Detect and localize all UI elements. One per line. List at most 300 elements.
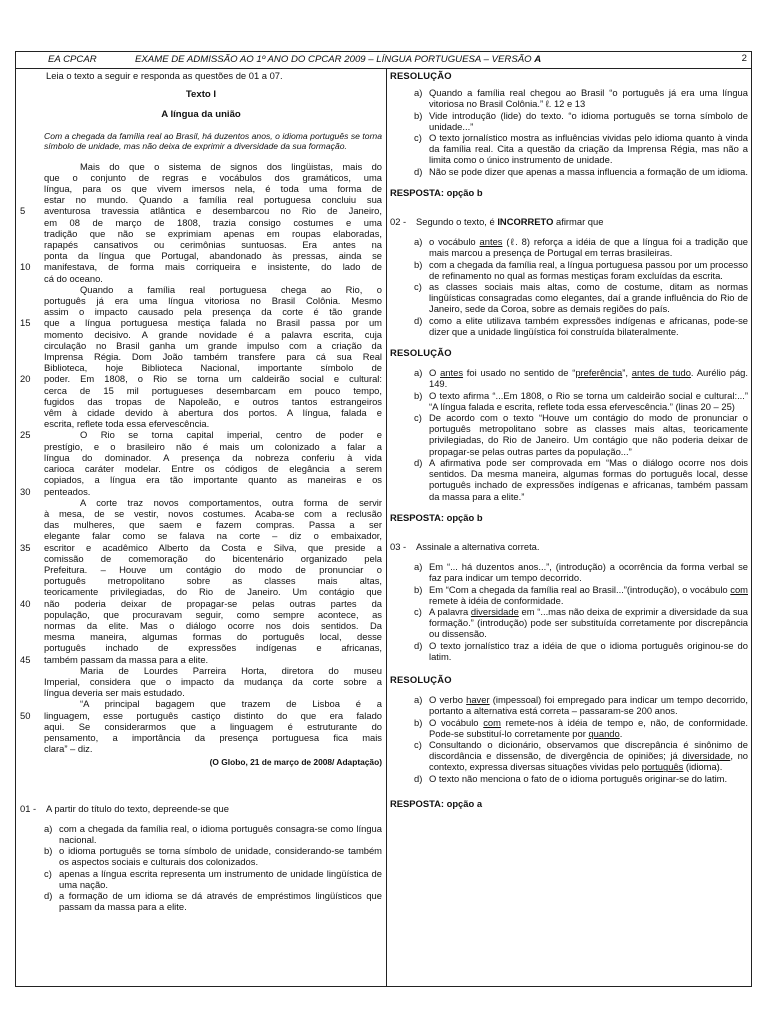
line-number: 45 — [20, 653, 31, 665]
option-key: a) — [414, 367, 423, 379]
right-column — [390, 70, 748, 809]
line-number — [20, 575, 44, 586]
option-key: a) — [414, 694, 423, 706]
text-line — [20, 497, 382, 508]
line-text: linguagem, esse português castiço distinto do que era falado — [44, 709, 382, 721]
line-text: tradição que não se exprimiam apenas em roupas elaboradas, — [44, 227, 382, 239]
text-line — [20, 261, 382, 272]
line-text: normas da elite. Mas o diálogo ocorre nos dois sentidos. Da — [44, 619, 382, 631]
question-02-stem — [390, 216, 748, 227]
line-text: manifestava, de forma mais corriqueira e insistente, do lado de — [44, 261, 382, 273]
text-line — [20, 598, 382, 609]
line-text: carioca caráter modelar. Entre os códigos de elegância a serem — [44, 463, 382, 475]
article-source: (O Globo, 21 de março de 2008/ Adaptação) — [209, 757, 382, 768]
line-text: Mais do que o sistema de signos dos lingüistas, mais do — [80, 160, 382, 172]
underlined-word: antes — [440, 367, 464, 379]
text-line — [20, 273, 382, 284]
text-line — [20, 631, 382, 642]
option-text — [429, 717, 748, 739]
option-c — [44, 868, 382, 890]
resolution-b — [414, 717, 748, 739]
text-part: em “...mas não deixa de exprimir a diversidade da sua formação.” (introdução) pode ser substituída corretamente por discrepância ou dissensão. — [429, 605, 748, 640]
option-text: a formação de um idioma se dá através de empréstimos lingüísticos que passam da massa para a elite. — [59, 890, 382, 913]
line-number: 30 — [20, 485, 31, 497]
line-number — [20, 642, 44, 653]
text-line — [20, 407, 382, 418]
text-part: O — [429, 367, 441, 379]
text-line — [20, 575, 382, 586]
resolution-01 — [414, 87, 748, 177]
line-text: mesma maneira, algumas formas do português local, desse — [44, 631, 382, 643]
stem-pre: Segundo o texto, é — [416, 216, 498, 228]
line-number — [20, 284, 44, 295]
line-number — [20, 183, 44, 194]
text-line — [20, 586, 382, 597]
line-text: aqui. Se considerarmos que a linguagem é estruturante do — [44, 720, 382, 732]
line-number — [20, 732, 44, 743]
text-line — [20, 396, 382, 407]
line-number — [20, 407, 44, 418]
text-part: foi usado no sentido de “ — [463, 367, 576, 379]
line-number — [20, 172, 44, 183]
header-version: A — [534, 54, 542, 65]
text-line — [20, 721, 382, 732]
question-01-stem — [20, 803, 382, 814]
question-02 — [390, 216, 748, 337]
text-line — [20, 732, 382, 743]
line-text: Imperial, considera que o impacto da mudança da corte sobre a — [44, 675, 382, 687]
option-text — [429, 694, 748, 716]
line-text: Quando a família real portuguesa chega ao Rio, o — [80, 283, 382, 295]
resolution-d — [414, 773, 748, 784]
resolution-c — [414, 739, 748, 773]
option-text: O texto afirma “...Em 1808, o Rio se torna um caldeirão social e cultural:...” “A língua falada e escrita, reflete toda essa efervescência.” (linas 20 – 25) — [429, 389, 748, 412]
question-03-options — [414, 561, 748, 662]
text-line — [20, 284, 382, 295]
line-number — [20, 452, 44, 463]
line-text: em 08 de março de 1808, trazia consigo costumes e uma — [44, 216, 382, 228]
option-key: c) — [414, 132, 422, 144]
option-key: d) — [44, 890, 53, 901]
line-text: estar no mundo. Quando a família real portuguesa concluiu sua — [44, 194, 382, 206]
line-text: escrita, reflete toda essa efervescência. — [44, 418, 210, 430]
question-03-stem — [390, 541, 748, 552]
text-line — [20, 239, 382, 250]
option-text: Não se pode dizer que apenas a massa influencia a formação de um idioma. — [429, 165, 748, 177]
text-line — [20, 710, 382, 721]
resolution-a — [414, 87, 748, 109]
option-b — [414, 584, 748, 606]
text-line — [20, 172, 382, 183]
resolution-a — [414, 694, 748, 716]
stem-bold: INCORRETO — [497, 216, 554, 228]
option-key: a) — [414, 87, 423, 99]
option-text: O texto jornalístico traz a idéia de que o idioma português originou-se do latim. — [429, 639, 748, 662]
text-line — [20, 698, 382, 709]
header-title — [135, 51, 541, 69]
line-number — [20, 553, 44, 564]
question-number: 02 - — [390, 216, 407, 228]
page-number: 2 — [741, 53, 747, 64]
line-number: 5 — [20, 205, 26, 217]
underlined-word: com — [483, 716, 501, 728]
question-number: 03 - — [390, 540, 407, 552]
text-part: Em “Com a chegada da família real ao Brasil...”(introdução), o vocábulo — [429, 583, 731, 595]
text-part: remete-nos à idéia de tempo e, não, de conformidade. Pode-se substituí-lo corretamente por — [429, 716, 749, 739]
text-line — [20, 474, 382, 485]
line-number — [20, 441, 44, 452]
line-text: fugidos das tropas de Napoleão, e outros tantos estrangeiros — [44, 395, 382, 407]
text-line — [20, 452, 382, 463]
line-number — [20, 665, 44, 676]
resolution-02 — [414, 367, 748, 501]
option-key: d) — [414, 314, 423, 326]
text-line — [20, 306, 382, 317]
option-key: d) — [414, 772, 423, 784]
text-line — [20, 217, 382, 228]
line-text: assim o impacto causado pela presença da corte é tão grande — [44, 306, 382, 318]
option-key: c) — [414, 738, 422, 750]
line-text: população, que procuravam seguir, como sempre acontece, as — [44, 608, 382, 620]
option-key: c) — [414, 412, 422, 424]
line-text: à mesa, de se vestir, novos costumes. Acaba-se com a reclusão — [44, 507, 382, 519]
answer-02: RESPOSTA: opção b — [390, 511, 483, 523]
text-line — [20, 553, 382, 564]
option-text: De acordo com o texto “Houve um contágio do modo de pronunciar o português metropolitano sobre as classes mais altas, teoricamente privilegiadas, do Rio de Janeiro. Um contágio que não poderia deixar de propagar-se pelas outras partes da população...” — [429, 412, 748, 457]
option-key: c) — [44, 867, 52, 879]
line-number: 25 — [20, 429, 31, 441]
line-text: não poderia deixar de propagar-se pelas outras partes da — [44, 597, 382, 609]
text-title: A língua da união — [161, 109, 241, 121]
line-number — [20, 530, 44, 541]
text-line — [20, 676, 382, 687]
underlined-word: preferência — [575, 367, 623, 379]
option-text — [429, 739, 748, 773]
text-part: (idioma). — [683, 761, 723, 773]
option-b — [44, 845, 382, 867]
line-number — [20, 329, 44, 340]
text-part: . Aurélio pág. 149. — [429, 367, 748, 390]
text-line — [20, 542, 382, 553]
line-text: circulação no Brasil ganha um grande impulso com a criação da — [44, 339, 382, 351]
line-number — [20, 508, 44, 519]
line-number: 15 — [20, 317, 31, 329]
resolution-c — [414, 412, 748, 457]
option-key: b) — [414, 258, 423, 270]
line-number — [20, 743, 44, 754]
option-text: Em “... há duzentos anos...”, (introdução) a ocorrência da forma verbal se faz para indicar um tempo decorrido. — [429, 561, 748, 584]
header-org: EA CPCAR — [48, 54, 97, 65]
option-key: a) — [414, 561, 423, 573]
text-line — [20, 486, 382, 497]
line-number — [20, 519, 44, 530]
line-text: teoricamente privilegiadas, do Rio de Janeiro. Um contágio que — [44, 586, 382, 598]
option-c — [414, 281, 748, 315]
line-number — [20, 217, 44, 228]
line-number — [20, 586, 44, 597]
text-line — [20, 362, 382, 373]
text-line — [20, 609, 382, 620]
line-text: língua do dominador. A presença da nobreza conferiu à vida — [44, 451, 382, 463]
line-text: também passam da massa para a elite. — [44, 653, 209, 665]
line-text: língua deveria ser mais estudado. — [44, 687, 185, 699]
question-number: 01 - — [20, 802, 37, 814]
line-number — [20, 239, 44, 250]
question-stem: Assinale a alternativa correta. — [416, 540, 540, 552]
option-text: com a chegada da família real, a língua portuguesa passou por um processo de refinamento no qual as formas mestiças foram excluídas da escrita. — [429, 258, 748, 281]
text-label: Texto I — [185, 89, 217, 101]
option-d — [414, 640, 748, 662]
text-part: . — [619, 727, 623, 739]
resolution-c — [414, 132, 748, 166]
line-text: português inchado de expressões indígenas e africanas, — [44, 642, 382, 654]
line-number — [20, 295, 44, 306]
option-text — [429, 584, 748, 606]
line-text: poder. Em 1808, o Rio se torna um caldeirão social e cultural: — [44, 373, 382, 385]
line-number — [20, 620, 44, 631]
text-line — [20, 642, 382, 653]
line-number — [20, 609, 44, 620]
line-text: A corte traz novos comportamentos, outra forma de servir — [80, 496, 382, 508]
question-01 — [20, 803, 382, 913]
option-text: como a elite utilizava também expressões indígenas e africanas, pode-se dizer que a unidade lingüística foi construída bilateralmente. — [429, 314, 748, 337]
underlined-word: com — [730, 583, 748, 595]
option-text: com a chegada da família real, o idioma português consagra-se como língua nacional. — [59, 822, 382, 845]
option-key: b) — [414, 583, 423, 595]
line-number — [20, 463, 44, 474]
option-key: b) — [44, 845, 53, 857]
stem-post: afirmar que — [553, 216, 604, 228]
option-key: a) — [44, 822, 53, 834]
line-text: cá do oceano. — [44, 272, 103, 284]
line-text: cerca de 15 mil portugueses desembarcam em pouco tempo, — [44, 384, 382, 396]
resolution-b — [414, 110, 748, 132]
option-a — [414, 236, 748, 258]
option-key: b) — [414, 389, 423, 401]
header-title-text: EXAME DE ADMISSÃO AO 1º ANO DO CPCAR 2009 – LÍNGUA PORTUGUESA – VERSÃO — [135, 54, 532, 65]
page-header — [15, 51, 752, 69]
text-part: , no contexto, expressa diversas situações vividas pelo — [429, 750, 748, 773]
answer-01: RESPOSTA: opção b — [390, 186, 483, 198]
option-text: Vide introdução (lide) do texto. “o idioma português se torna símbolo de unidade...” — [429, 109, 748, 132]
line-number — [20, 385, 44, 396]
line-number — [20, 250, 44, 261]
question-01-options — [44, 823, 382, 913]
line-text: copiados, a língua era tão importante quanto as maneiras e os — [44, 474, 382, 486]
question-02-options — [414, 236, 748, 337]
resolution-heading: RESOLUÇÃO — [390, 347, 452, 359]
text-line — [20, 418, 382, 429]
line-text: clara” – diz. — [44, 743, 93, 755]
line-number — [20, 474, 44, 485]
line-number — [20, 161, 44, 172]
line-text: aventurosa travessia atlântica e desembarcou no Rio de Janeiro, — [44, 205, 382, 217]
option-key: d) — [414, 639, 423, 651]
underlined-word: antes — [479, 236, 503, 248]
line-number — [20, 362, 44, 373]
underlined-word: diversidade — [682, 750, 731, 762]
option-text — [429, 367, 748, 389]
question-stem: A partir do título do texto, depreende-se que — [46, 802, 229, 814]
text-line — [20, 441, 382, 452]
option-c — [414, 606, 748, 640]
line-text: O Rio se torna capital imperial, centro de poder e — [80, 429, 382, 441]
line-number — [20, 698, 44, 709]
option-a — [414, 561, 748, 583]
column-divider — [386, 69, 387, 987]
line-text: Biblioteca, hoje Biblioteca Nacional, importante símbolo de — [44, 362, 382, 374]
text-line — [20, 429, 382, 440]
line-number — [20, 340, 44, 351]
line-number: 10 — [20, 261, 31, 273]
article-lead: Com a chegada da família real ao Brasil, há duzentos anos, o idioma português se torna símbolo de unidade, mas não deixa de exprimir a diversidade da sua formação. — [44, 130, 382, 151]
text-line — [20, 385, 382, 396]
text-part: O vocábulo — [429, 716, 484, 728]
underlined-word: haver — [466, 694, 490, 706]
resolution-d — [414, 457, 748, 502]
line-text: pensamento, a importância da presença portuguesa fica mais — [44, 731, 382, 743]
resolution-d — [414, 166, 748, 177]
text-line — [20, 519, 382, 530]
text-line — [20, 620, 382, 631]
text-part: remete à idéia de conformidade. — [429, 594, 564, 606]
instructions: Leia o texto a seguir e responda as questões de 01 a 07. — [46, 70, 283, 81]
text-line — [20, 194, 382, 205]
line-text: penteados. — [44, 485, 91, 497]
resolution-heading: RESOLUÇÃO — [390, 70, 452, 81]
line-text: elegante falar como se falava na corte – diz o embaixador, — [44, 530, 382, 542]
line-text: Maria de Lourdes Parreira Horta, diretora do museu — [80, 664, 382, 676]
text-line — [20, 665, 382, 676]
line-text: língua, para os que vivem imersos nela, é toda uma forma de — [44, 183, 382, 195]
option-key: c) — [414, 281, 422, 293]
option-key: a) — [414, 236, 423, 248]
text-line — [20, 687, 382, 698]
option-text: O texto não menciona o fato de o idioma português originar-se do latim. — [429, 772, 728, 784]
line-number — [20, 497, 44, 508]
text-line — [20, 530, 382, 541]
text-part: (impessoal) foi empregado para indicar um tempo decorrido, portanto a alternativa está correta – passaram-se 200 anos. — [429, 694, 748, 717]
line-number — [20, 194, 44, 205]
text-line — [20, 654, 382, 665]
option-a — [44, 823, 382, 845]
text-line — [20, 250, 382, 261]
line-number: 20 — [20, 373, 31, 385]
answer-03: RESPOSTA: opção a — [390, 797, 483, 809]
line-text: ponta da língua que Portugal, abandonado às pressas, ainda se — [44, 250, 382, 262]
line-number: 50 — [20, 709, 31, 721]
option-text: as classes sociais mais altas, como de costume, ditam as normas lingüísticas consagradas como elegantes, daí a grande influência do Rio de Janeiro, sede da Coroa, sobre as demais regiões do país. — [429, 281, 748, 315]
line-number — [20, 676, 44, 687]
option-key: d) — [414, 165, 423, 177]
text-part: A palavra — [429, 605, 471, 617]
text-line — [20, 228, 382, 239]
line-number — [20, 396, 44, 407]
resolution-03 — [414, 694, 748, 784]
text-line — [20, 564, 382, 575]
line-number — [20, 631, 44, 642]
option-d — [414, 315, 748, 337]
line-text: prestígio, e o brasileiro não é mais um colonizado a falar a — [44, 440, 382, 452]
text-line — [20, 508, 382, 519]
line-text: vêm à cidade devido à abertura dos portos. A língua, falada e — [44, 407, 382, 419]
line-text: das mulheres, que saem e fazem compras. Passa a ser — [44, 519, 382, 531]
line-text: português já era uma língua vitoriosa no Brasil Colônia. Mesmo — [44, 295, 382, 307]
text-line — [20, 183, 382, 194]
text-line — [20, 743, 382, 754]
text-line — [20, 340, 382, 351]
text-part: o vocábulo — [429, 236, 480, 248]
line-number: 35 — [20, 541, 31, 553]
text-part: O verbo — [429, 694, 467, 706]
option-d — [44, 890, 382, 912]
line-number — [20, 687, 44, 698]
line-text: que o conjunto de regras e vocábulos dos gramáticos, uma — [44, 171, 382, 183]
text-line — [20, 205, 382, 216]
line-number — [20, 306, 44, 317]
text-part: ”, — [622, 367, 632, 379]
resolution-a — [414, 367, 748, 389]
line-text: português metropolitano sobre as classes mais altas, — [44, 575, 382, 587]
line-text: “A principal bagagem que trazem de Lisboa é a — [80, 698, 382, 710]
line-text: rapapés cansativos ou cerimônias suntuosas. Era antes na — [44, 239, 382, 251]
underlined-word: antes de tudo — [631, 367, 691, 379]
option-text: O texto jornalístico mostra as influências vividas pelo idioma quanto à vinda da família real. Cita a questão da criação da Imprensa Régia, mas não a limita como o único instrumento de unidade. — [429, 132, 748, 166]
option-key: b) — [414, 109, 423, 121]
line-number — [20, 228, 44, 239]
option-b — [414, 259, 748, 281]
option-key: d) — [414, 456, 423, 468]
line-text: Imprensa Régia. Dom João também transfere para cá sua Real — [44, 351, 382, 363]
text-line — [20, 373, 382, 384]
text-line — [20, 295, 382, 306]
underlined-word: diversidade — [470, 605, 519, 617]
line-number — [20, 273, 44, 284]
text-line — [20, 161, 382, 172]
option-text — [429, 236, 748, 258]
option-key: b) — [414, 716, 423, 728]
option-key: c) — [414, 605, 422, 617]
line-number — [20, 721, 44, 732]
question-stem — [416, 216, 603, 227]
underlined-word: português — [641, 761, 684, 773]
left-column — [20, 70, 382, 912]
text-line — [20, 351, 382, 362]
line-text: escritor e acadêmico Alberto da Costa e Silva, que preside a — [44, 541, 382, 553]
line-number: 40 — [20, 597, 31, 609]
line-text: momento decisivo. A grande novidade é a palavra escrita, cuja — [44, 328, 382, 340]
resolution-b — [414, 390, 748, 412]
option-text: apenas a língua escrita representa um instrumento de unidade lingüística de uma nação. — [59, 867, 382, 890]
line-number — [20, 351, 44, 362]
option-text: o idioma português se torna símbolo de unidade, considerando-se também os aspectos sociais e culturais dos colonizados. — [59, 845, 382, 868]
option-text — [429, 606, 748, 640]
option-text: A afirmativa pode ser comprovada em “Mas o diálogo ocorre nos dois sentidos. Da mesma maneira, algumas formas do português local, desse português inchado de expressões indígenas e africanas, também passam da massa para a elite.” — [429, 456, 748, 502]
text-line — [20, 463, 382, 474]
text-part: Consultando o dicionário, observamos que discrepância é sinônimo de discordância e dissensão, de divergência de opiniões; já — [429, 738, 748, 762]
option-text: Quando a família real chegou ao Brasil “o português já era uma língua vitoriosa no Brasil Colônia.” ℓ. 12 e 13 — [429, 87, 748, 110]
question-03 — [390, 541, 748, 662]
line-text: que a língua portuguesa mestiça falada no Brasil passa por um — [44, 317, 382, 329]
line-number — [20, 564, 44, 575]
resolution-heading: RESOLUÇÃO — [390, 673, 452, 685]
line-text: comissão de comemoração do bicentenário organizado pela — [44, 552, 382, 564]
text-part: (ℓ. 8) reforça a idéia de que a língua foi a tradição que mais marcou a presença de Portugal em terras brasileiras. — [429, 236, 748, 259]
underlined-word: quando — [588, 727, 620, 739]
text-line — [20, 317, 382, 328]
line-number — [20, 418, 44, 429]
article-body — [20, 161, 382, 755]
